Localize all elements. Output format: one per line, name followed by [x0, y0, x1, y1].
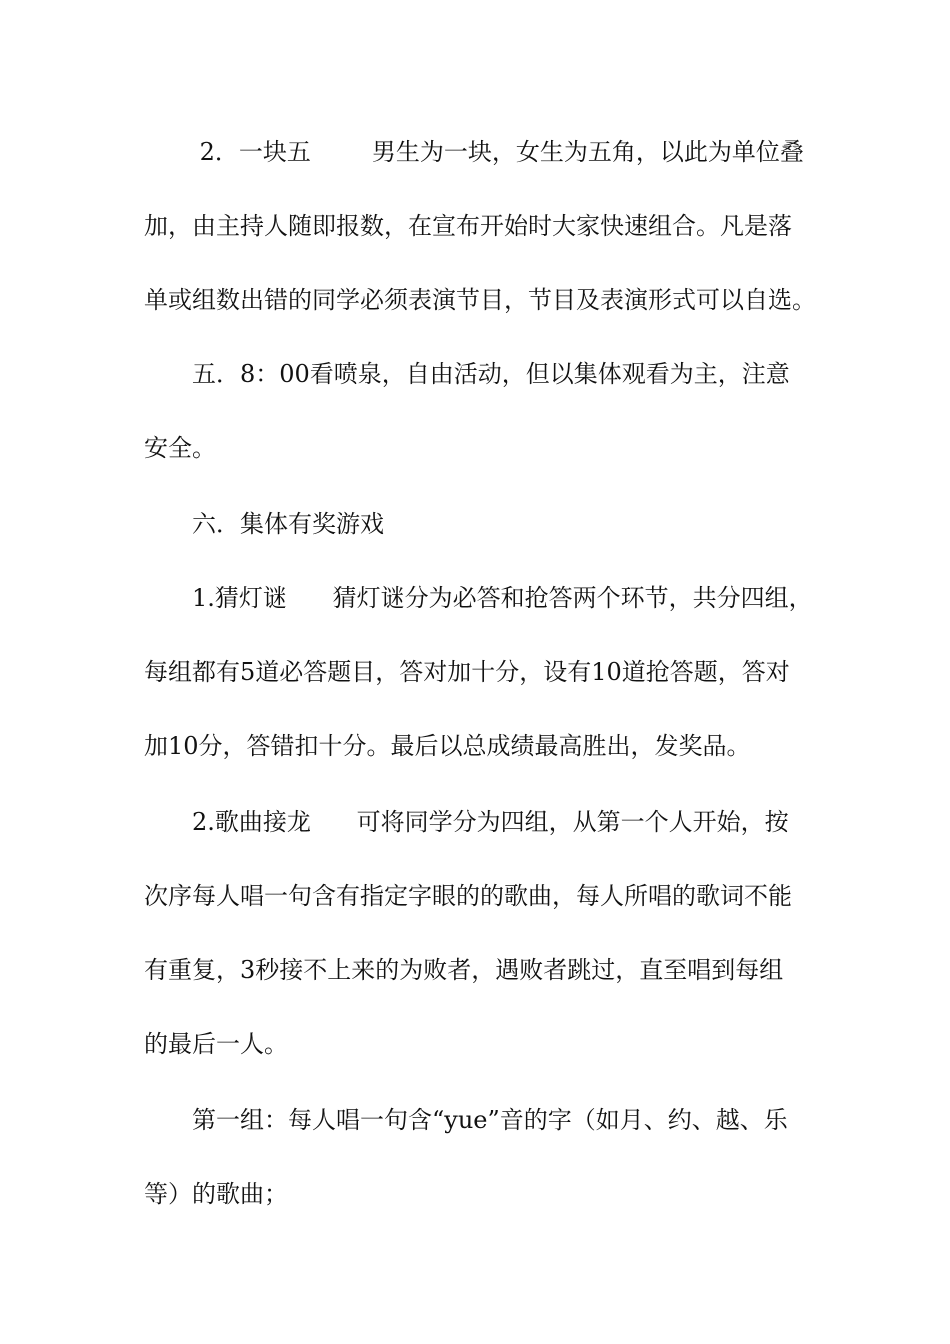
section-heading: 五．8：00看喷泉，自由活动，但以集体观看为主，注意	[192, 360, 790, 388]
paragraph-line: 单或组数出错的同学必须表演节目，节目及表演形式可以自选。	[144, 286, 816, 314]
paragraph-line: 2.歌曲接龙 可将同学分为四组，从第一个人开始，按	[192, 808, 789, 836]
paragraph-line: 加10分，答错扣十分。最后以总成绩最高胜出，发奖品。	[144, 732, 751, 760]
paragraph-line: 第一组：每人唱一句含“yue”音的字（如月、约、越、乐	[192, 1106, 788, 1134]
paragraph-line: 的最后一人。	[144, 1030, 288, 1058]
paragraph-line: 次序每人唱一句含有指定字眼的的歌曲，每人所唱的歌词不能	[144, 882, 792, 910]
paragraph-line: 有重复，3秒接不上来的为败者，遇败者跳过，直至唱到每组	[144, 956, 784, 984]
paragraph-line: 加，由主持人随即报数，在宣布开始时大家快速组合。凡是落	[144, 212, 792, 240]
paragraph-line: 安全。	[144, 434, 216, 462]
paragraph-line: 每组都有5道必答题目，答对加十分，设有10道抢答题，答对	[144, 658, 790, 686]
section-heading: 六．集体有奖游戏	[192, 510, 384, 538]
paragraph-line: 2．一块五 男生为一块，女生为五角，以此为单位叠	[192, 138, 804, 166]
paragraph-line: 等）的歌曲；	[144, 1180, 288, 1208]
paragraph-line: 1.猜灯谜 猜灯谜分为必答和抢答两个环节，共分四组，	[192, 584, 813, 612]
